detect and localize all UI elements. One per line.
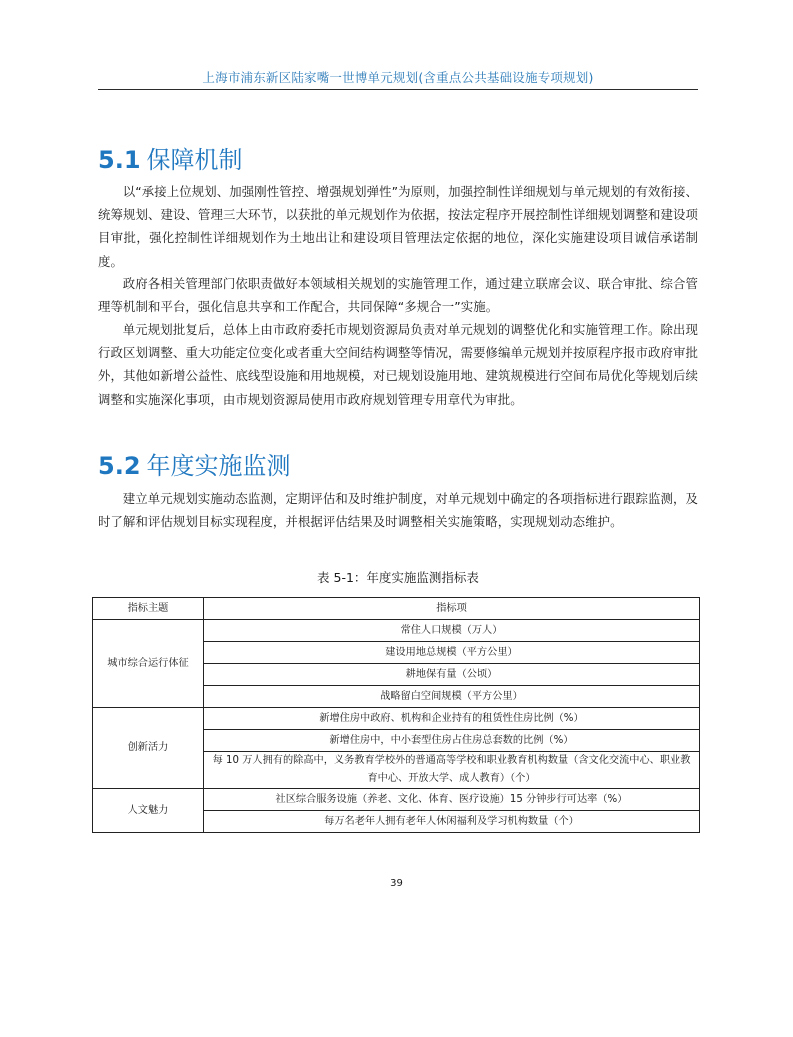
paragraph: 政府各相关管理部门依职责做好本领域相关规划的实施管理工作，通过建立联席会议、联合审批、综合管理等机制和平台，强化信息共享和工作配合，共同保障“多规合一”实施。 xyxy=(98,276,698,315)
item-cell: 每万名老年人拥有老年人休闲福利及学习机构数量（个） xyxy=(204,811,700,833)
column-header-item: 指标项 xyxy=(204,598,700,620)
section-number: 5.1 xyxy=(98,146,141,174)
item-cell: 战略留白空间规模（平方公里） xyxy=(204,686,700,708)
paragraph: 建立单元规划实施动态监测，定期评估和及时维护制度，对单元规划中确定的各项指标进行跟踪监测，及时了解和评估规划目标实现程度，并根据评估结果及时调整相关实施策略，实现规划动态维护。 xyxy=(98,491,698,530)
item-cell: 耕地保有量（公顷） xyxy=(204,664,700,686)
item-cell: 建设用地总规模（平方公里） xyxy=(204,642,700,664)
table-row xyxy=(93,708,700,730)
page-number: 39 xyxy=(390,878,403,889)
table-header-row xyxy=(93,598,700,620)
table-caption: 表 5-1：年度实施监测指标表 xyxy=(317,570,479,585)
indicator-table xyxy=(92,597,700,833)
paragraph: 以“承接上位规划、加强刚性管控、增强规划弹性”为原则，加强控制性详细规划与单元规划的有效衔接、统筹规划、建设、管理三大环节，以获批的单元规划作为依据，按法定程序开展控制性详细规划调整和建设项目审批，强化控制性详细规划作为土地出让和建设项目管理法定依据的地位，深化实施建设项目诚信承诺制度。 xyxy=(98,184,698,269)
table-row xyxy=(93,620,700,642)
section-title-5-1 xyxy=(98,140,243,175)
table-row xyxy=(93,789,700,811)
section-number: 5.2 xyxy=(98,452,141,480)
column-header-topic: 指标主题 xyxy=(93,598,204,620)
topic-cell: 人文魅力 xyxy=(93,789,204,833)
item-cell: 新增住房中，中小套型住房占住房总套数的比例（%） xyxy=(204,730,700,752)
item-cell: 每 10 万人拥有的除高中，义务教育学校外的普通高等学校和职业教育机构数量（含文化交流中心、职业教育中心、开放大学、成人教育）（个） xyxy=(204,752,700,789)
section-heading: 年度实施监测 xyxy=(146,452,291,480)
section-heading: 保障机制 xyxy=(146,146,243,174)
topic-cell: 城市综合运行体征 xyxy=(93,620,204,708)
item-cell: 社区综合服务设施（养老、文化、体育、医疗设施）15 分钟步行可达率（%） xyxy=(204,789,700,811)
header-rule xyxy=(98,89,698,90)
running-header: 上海市浦东新区陆家嘴一世博单元规划(含重点公共基础设施专项规划) xyxy=(202,70,594,85)
item-cell: 常住人口规模（万人） xyxy=(204,620,700,642)
topic-cell: 创新活力 xyxy=(93,708,204,789)
item-cell: 新增住房中政府、机构和企业持有的租赁性住房比例（%） xyxy=(204,708,700,730)
section-title-5-2 xyxy=(98,446,291,481)
paragraph: 单元规划批复后，总体上由市政府委托市规划资源局负责对单元规划的调整优化和实施管理工作。除出现行政区划调整、重大功能定位变化或者重大空间结构调整等情况，需要修编单元规划并按原程序报市政府审批外，其他如新增公益性、底线型设施和用地规模，对已规划设施用地、建筑规模进行空间布局优化等规划后续调整和实施深化事项，由市规划资源局使用市政府规划管理专用章代为审批。 xyxy=(98,322,698,407)
